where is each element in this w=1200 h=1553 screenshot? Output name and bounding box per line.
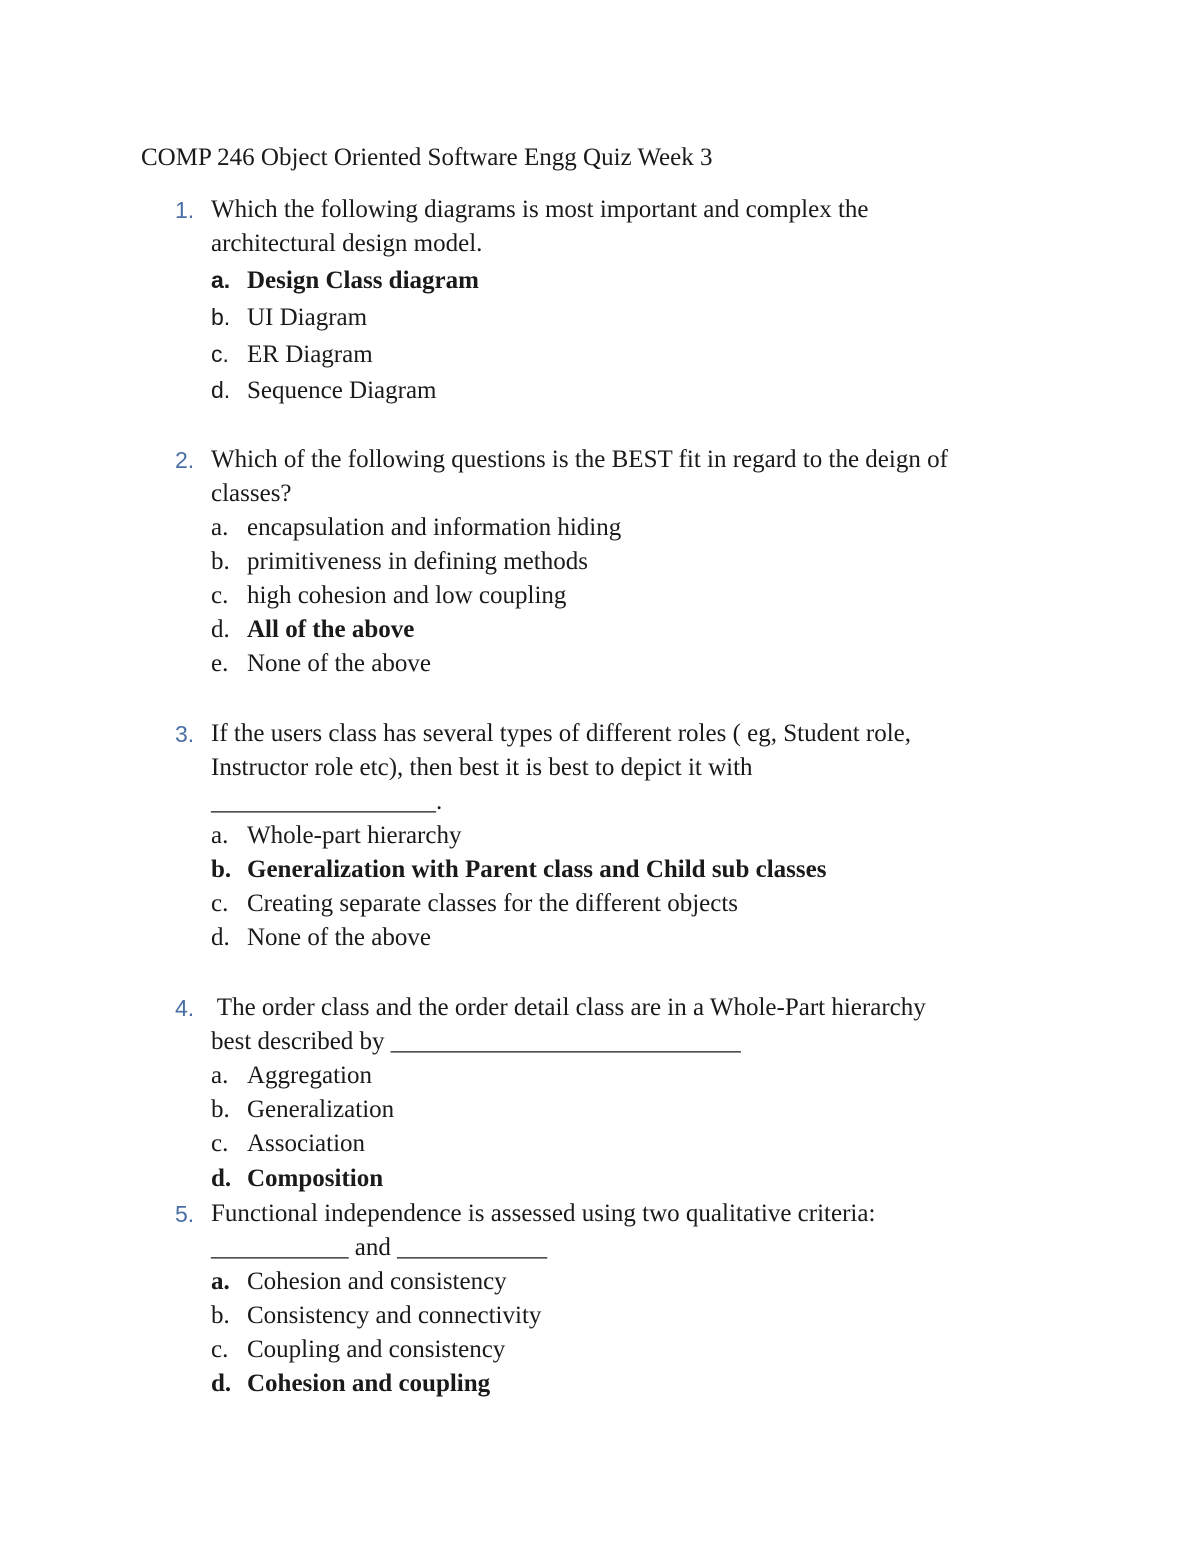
answer-option: [211, 819, 461, 853]
question-text-line: Instructor role etc), then best it is best to depict it with: [211, 754, 753, 781]
option-text: Aggregation: [247, 1062, 372, 1089]
answer-option: [211, 579, 566, 613]
option-text: Consistency and connectivity: [247, 1302, 542, 1329]
answer-option: [211, 1333, 505, 1367]
option-text: UI Diagram: [247, 304, 368, 331]
option-text: None of the above: [247, 650, 431, 677]
option-letter: b.: [211, 856, 232, 883]
option-letter: c.: [211, 341, 229, 367]
question-number: 5.: [175, 1201, 195, 1227]
question-text-line: best described by ____________________________: [211, 1028, 741, 1055]
option-letter: c.: [211, 582, 229, 609]
option-letter: b.: [211, 304, 231, 330]
option-text: Design Class diagram: [247, 267, 479, 294]
option-letter: c.: [211, 1130, 229, 1157]
option-letter: d.: [211, 1370, 232, 1397]
option-text: encapsulation and information hiding: [247, 514, 622, 541]
option-letter: a.: [211, 514, 229, 541]
answer-option: [211, 300, 367, 335]
answer-option: [211, 511, 621, 545]
answer-option: [211, 1299, 541, 1333]
answer-option: [211, 853, 826, 887]
option-letter: b.: [211, 1096, 230, 1123]
question-text-line: classes?: [211, 480, 292, 507]
question-text-line: architectural design model.: [211, 230, 483, 257]
option-letter: b.: [211, 548, 230, 575]
answer-option: [211, 337, 373, 372]
option-letter: a.: [211, 267, 231, 293]
option-text: Cohesion and consistency: [247, 1268, 507, 1295]
option-text: Sequence Diagram: [247, 377, 437, 404]
option-text: primitiveness in defining methods: [247, 548, 588, 575]
question-text-line: Which of the following questions is the BEST fit in regard to the deign of: [211, 446, 948, 473]
answer-option: [211, 1162, 383, 1196]
answer-option: [211, 263, 479, 298]
option-letter: d.: [211, 616, 230, 643]
question-text-line: The order class and the order detail class are in a Whole-Part hierarchy: [211, 994, 926, 1021]
option-text: Association: [247, 1130, 366, 1157]
option-text: high cohesion and low coupling: [247, 582, 567, 609]
option-text: Whole-part hierarchy: [247, 822, 462, 849]
option-letter: b.: [211, 1302, 230, 1329]
answer-option: [211, 1367, 490, 1401]
question-text-line: Which the following diagrams is most important and complex the: [211, 196, 869, 223]
answer-blank: ___________ and ____________: [211, 1234, 548, 1261]
option-text: Composition: [247, 1165, 384, 1192]
option-letter: d.: [211, 377, 231, 403]
option-text: Coupling and consistency: [247, 1336, 506, 1363]
option-letter: c.: [211, 1336, 229, 1363]
answer-option: [211, 545, 588, 579]
question-number: 4.: [175, 995, 195, 1021]
answer-option: [211, 1093, 394, 1127]
option-text: None of the above: [247, 924, 431, 951]
answer-option: [211, 1265, 507, 1299]
option-text: All of the above: [247, 616, 415, 643]
option-text: Creating separate classes for the different objects: [247, 890, 739, 917]
answer-blank: __________________.: [211, 788, 443, 815]
answer-option: [211, 1127, 365, 1161]
question-text-line: Functional independence is assessed using two qualitative criteria:: [211, 1200, 876, 1227]
option-letter: e.: [211, 650, 229, 677]
option-letter: d.: [211, 924, 230, 951]
question-number: 3.: [175, 721, 195, 747]
option-letter: d.: [211, 1165, 232, 1192]
option-text: Cohesion and coupling: [247, 1370, 491, 1397]
answer-option: [211, 373, 437, 408]
answer-option: [211, 887, 738, 921]
question-number: 2.: [175, 447, 195, 473]
answer-option: [211, 647, 431, 681]
option-text: Generalization: [247, 1096, 395, 1123]
question-number: 1.: [175, 197, 195, 223]
answer-option: [211, 921, 431, 955]
question-text-line: If the users class has several types of different roles ( eg, Student role,: [211, 720, 912, 747]
option-letter: a.: [211, 822, 229, 849]
page-title: COMP 246 Object Oriented Software Engg Quiz Week 3: [141, 144, 713, 171]
option-letter: a.: [211, 1062, 229, 1089]
option-text: Generalization with Parent class and Child sub classes: [247, 856, 827, 883]
option-letter: a.: [211, 1268, 230, 1295]
option-text: ER Diagram: [247, 341, 373, 368]
answer-option: [211, 1059, 372, 1093]
option-letter: c.: [211, 890, 229, 917]
answer-option: [211, 613, 414, 647]
